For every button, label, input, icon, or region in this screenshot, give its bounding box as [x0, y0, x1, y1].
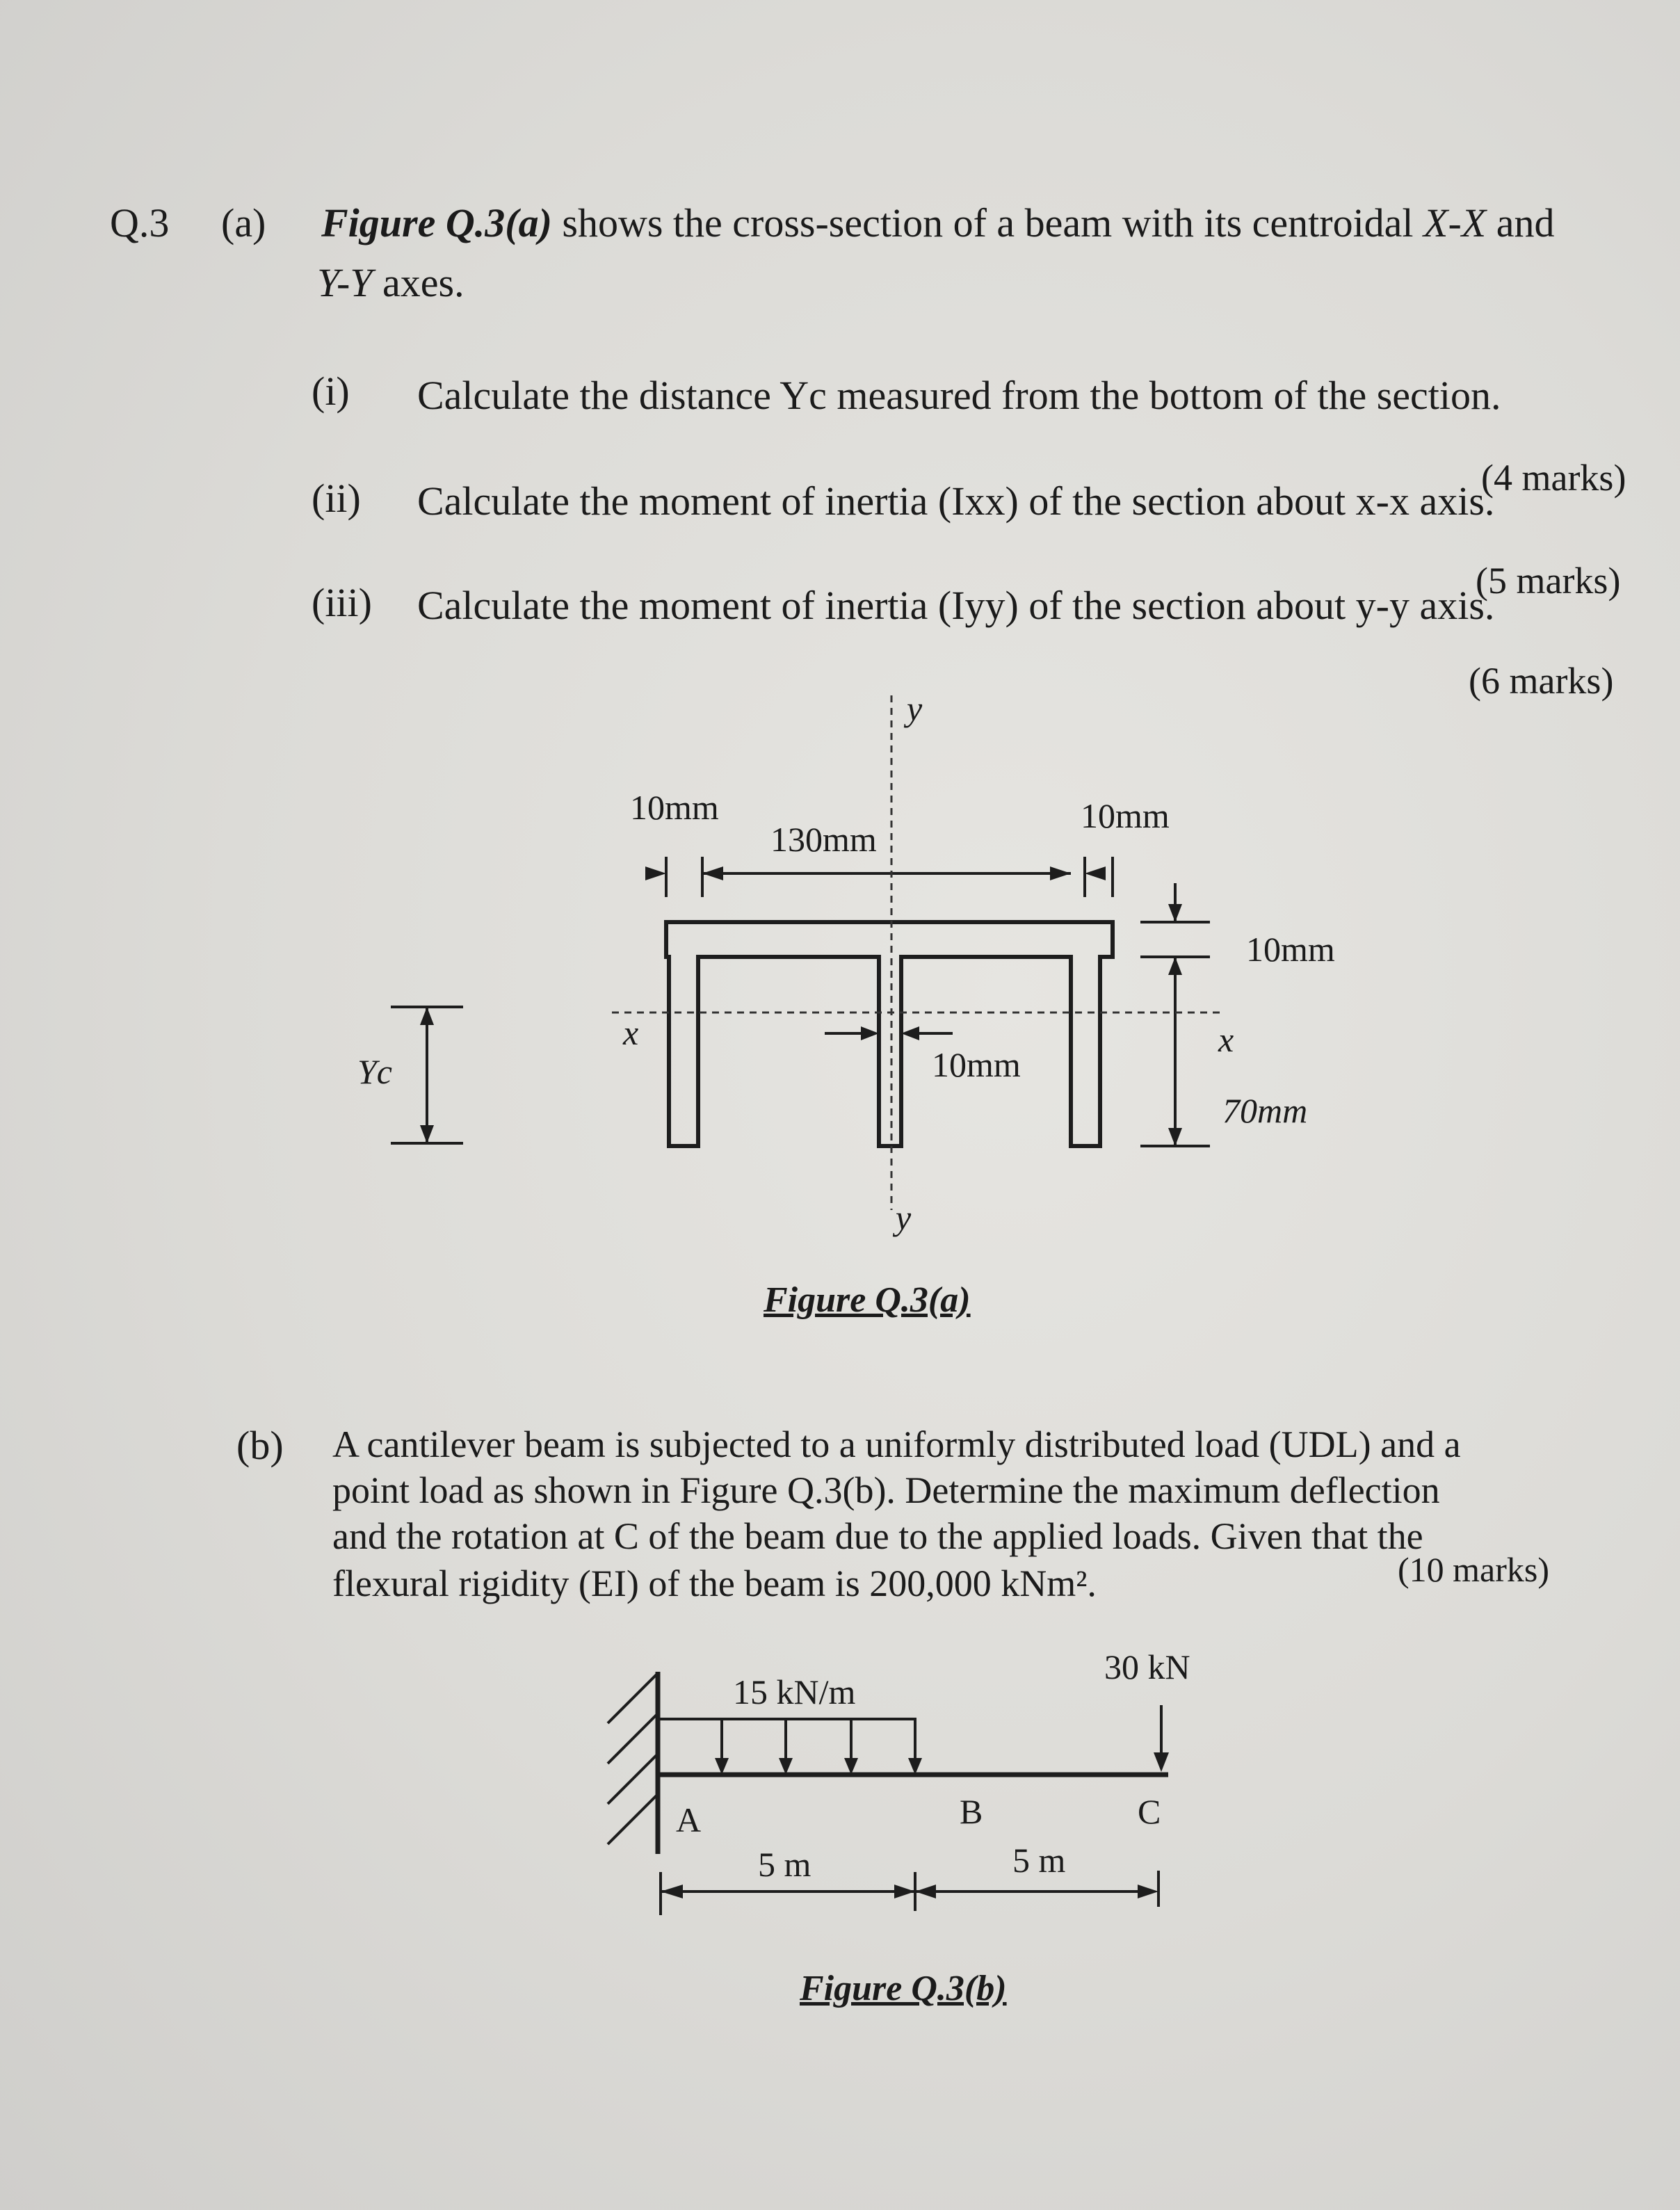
part-b-line-3: and the rotation at C of the beam due to the applied loads. Given that the: [332, 1515, 1423, 1557]
part-b-line-4: flexural rigidity (EI) of the beam is 200,000 kNm².: [332, 1563, 1097, 1604]
question-number: Q.3: [110, 200, 170, 245]
dim-left-thickness: 10mm: [630, 788, 719, 827]
item-iii-label: (iii): [312, 580, 372, 625]
axis-y-top-label: y: [907, 689, 923, 728]
part-b-line-2: point load as shown in Figure Q.3(b). Determine the maximum deflection: [332, 1469, 1440, 1511]
udl-label: 15 kN/m: [733, 1672, 856, 1711]
axis-x-left-label: x: [623, 1013, 639, 1052]
intro-and: and: [1496, 200, 1555, 245]
figure-ref: Figure Q.3(a): [321, 200, 552, 245]
axis-y-bottom-label: y: [896, 1198, 912, 1237]
part-b-line-1: A cantilever beam is subjected to a uniformly distributed load (UDL) and a: [332, 1423, 1461, 1465]
intro-text: shows the cross-section of a beam with its centroidal: [562, 200, 1414, 245]
part-b-label: (b): [236, 1423, 284, 1468]
yc-label: Yc: [357, 1052, 392, 1091]
axis-x-right-label: x: [1218, 1020, 1234, 1059]
dim-web-thickness: 10mm: [932, 1045, 1021, 1084]
axis-x-ref: X-X: [1423, 200, 1487, 245]
intro-axes: axes.: [382, 260, 465, 305]
point-a-label: A: [676, 1800, 702, 1839]
axis-y-ref: Y-Y: [317, 260, 373, 305]
span-bc-label: 5 m: [1012, 1841, 1066, 1880]
item-iii-text: Calculate the moment of inertia (Iyy) of the section about y-y axis.: [417, 583, 1495, 628]
item-i-marks: (4 marks): [1481, 457, 1626, 499]
dim-leg-height: 70mm: [1222, 1091, 1308, 1130]
item-ii-label: (ii): [312, 476, 361, 521]
dim-flange-thickness: 10mm: [1246, 930, 1335, 969]
part-b-marks: (10 marks): [1398, 1550, 1549, 1589]
item-i-label: (i): [312, 369, 350, 414]
beam-cross-section: [666, 922, 1113, 1146]
item-iii-marks: (6 marks): [1469, 660, 1614, 702]
dim-width: 130mm: [770, 820, 877, 859]
dim-right-thickness: 10mm: [1081, 796, 1170, 835]
item-ii-marks: (5 marks): [1476, 560, 1621, 602]
point-load-label: 30 kN: [1104, 1647, 1190, 1686]
point-c-label: C: [1138, 1792, 1161, 1831]
item-ii-text: Calculate the moment of inertia (Ixx) of the section about x-x axis.: [417, 478, 1495, 524]
item-i-text: Calculate the distance Yc measured from the bottom of the section.: [417, 373, 1501, 418]
part-a-label: (a): [221, 200, 266, 245]
span-ab-label: 5 m: [758, 1845, 811, 1884]
point-b-label: B: [960, 1792, 983, 1831]
figure-b-caption: Figure Q.3(b): [800, 1969, 1007, 2008]
figure-a-caption: Figure Q.3(a): [764, 1280, 971, 1320]
